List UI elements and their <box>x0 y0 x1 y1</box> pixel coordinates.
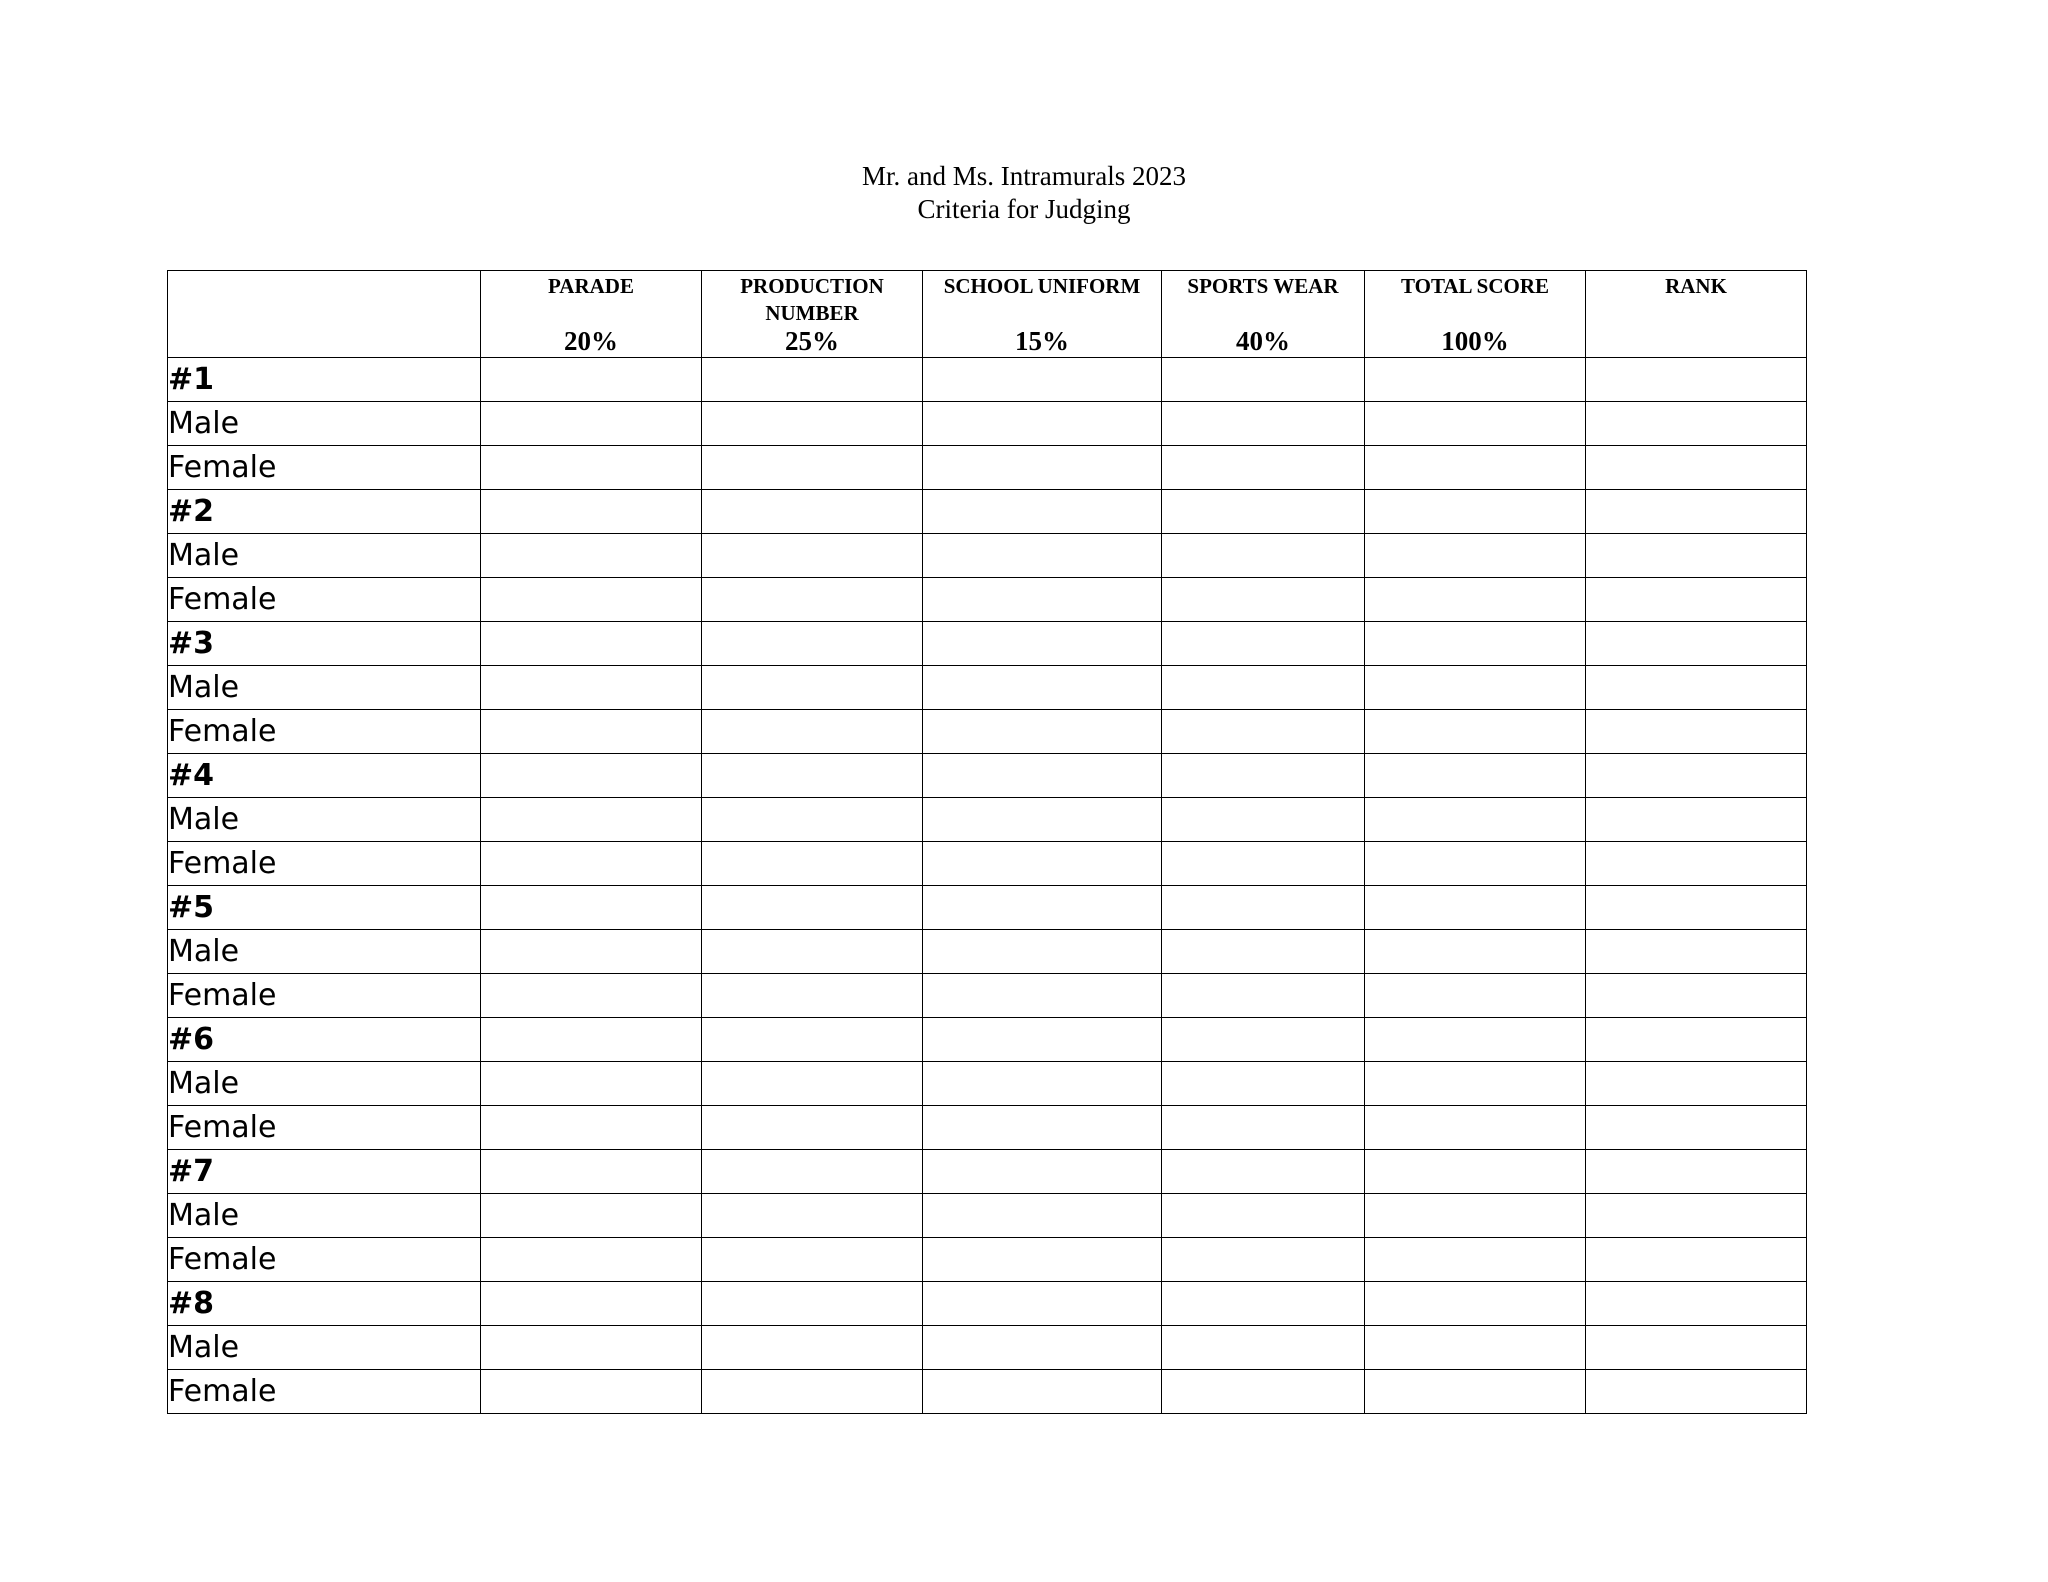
score-cell-total-score[interactable] <box>1365 1370 1586 1414</box>
female-label: Female <box>168 974 481 1018</box>
score-cell-rank[interactable] <box>1586 886 1807 930</box>
score-cell-school-uniform[interactable] <box>923 798 1162 842</box>
score-cell-school-uniform[interactable] <box>923 1150 1162 1194</box>
score-cell-parade[interactable] <box>481 842 702 886</box>
score-cell-sports-wear[interactable] <box>1162 490 1365 534</box>
score-cell-school-uniform[interactable] <box>923 534 1162 578</box>
score-cell-parade[interactable] <box>481 1238 702 1282</box>
score-cell-school-uniform[interactable] <box>923 402 1162 446</box>
header-parade-label: PARADE <box>548 274 634 298</box>
score-cell-sports-wear[interactable] <box>1162 710 1365 754</box>
score-cell-sports-wear[interactable] <box>1162 1106 1365 1150</box>
score-cell-school-uniform[interactable] <box>923 358 1162 402</box>
score-cell-sports-wear[interactable] <box>1162 798 1365 842</box>
score-cell-production-number[interactable] <box>702 974 923 1018</box>
header-production-number-label: PRODUCTION NUMBER <box>740 274 884 325</box>
table-row <box>168 974 1807 1018</box>
score-cell-total-score[interactable] <box>1365 358 1586 402</box>
score-cell-sports-wear[interactable] <box>1162 1062 1365 1106</box>
score-cell-school-uniform[interactable] <box>923 974 1162 1018</box>
header-sports-wear-label: SPORTS WEAR <box>1187 274 1339 298</box>
header-production-number-weight: 25% <box>785 326 839 356</box>
table-row <box>168 886 1807 930</box>
score-cell-production-number[interactable] <box>702 1238 923 1282</box>
score-cell-parade[interactable] <box>481 534 702 578</box>
score-cell-parade[interactable] <box>481 1062 702 1106</box>
score-cell-parade[interactable] <box>481 798 702 842</box>
score-cell-sports-wear[interactable] <box>1162 1370 1365 1414</box>
score-cell-sports-wear[interactable] <box>1162 1238 1365 1282</box>
score-cell-sports-wear[interactable] <box>1162 1150 1365 1194</box>
score-cell-sports-wear[interactable] <box>1162 842 1365 886</box>
table-row <box>168 534 1807 578</box>
score-cell-sports-wear[interactable] <box>1162 446 1365 490</box>
score-cell-sports-wear[interactable] <box>1162 754 1365 798</box>
score-cell-parade[interactable] <box>481 974 702 1018</box>
score-cell-school-uniform[interactable] <box>923 1282 1162 1326</box>
table-row <box>168 622 1807 666</box>
score-cell-total-score[interactable] <box>1365 622 1586 666</box>
score-cell-sports-wear[interactable] <box>1162 974 1365 1018</box>
header-production-number <box>702 271 923 358</box>
contestant-number-label: #8 <box>168 1282 481 1326</box>
score-cell-total-score[interactable] <box>1365 974 1586 1018</box>
score-cell-parade[interactable] <box>481 1282 702 1326</box>
header-sports-wear-weight: 40% <box>1236 326 1290 356</box>
score-cell-production-number[interactable] <box>702 622 923 666</box>
score-cell-parade[interactable] <box>481 358 702 402</box>
male-label: Male <box>168 402 481 446</box>
score-cell-school-uniform[interactable] <box>923 1238 1162 1282</box>
score-cell-parade[interactable] <box>481 1194 702 1238</box>
score-cell-rank[interactable] <box>1586 1018 1807 1062</box>
score-cell-parade[interactable] <box>481 1370 702 1414</box>
table-row <box>168 1062 1807 1106</box>
score-cell-sports-wear[interactable] <box>1162 1282 1365 1326</box>
score-cell-production-number[interactable] <box>702 842 923 886</box>
score-cell-total-score[interactable] <box>1365 1106 1586 1150</box>
table-row <box>168 930 1807 974</box>
score-cell-school-uniform[interactable] <box>923 886 1162 930</box>
score-cell-sports-wear[interactable] <box>1162 666 1365 710</box>
table-row <box>168 1106 1807 1150</box>
score-cell-parade[interactable] <box>481 754 702 798</box>
score-cell-production-number[interactable] <box>702 1282 923 1326</box>
score-cell-rank[interactable] <box>1586 710 1807 754</box>
score-cell-total-score[interactable] <box>1365 534 1586 578</box>
score-cell-production-number[interactable] <box>702 402 923 446</box>
score-cell-production-number[interactable] <box>702 578 923 622</box>
score-cell-school-uniform[interactable] <box>923 754 1162 798</box>
score-cell-total-score[interactable] <box>1365 446 1586 490</box>
score-cell-total-score[interactable] <box>1365 1326 1586 1370</box>
score-cell-production-number[interactable] <box>702 666 923 710</box>
score-cell-production-number[interactable] <box>702 358 923 402</box>
score-cell-rank[interactable] <box>1586 1194 1807 1238</box>
female-label: Female <box>168 710 481 754</box>
score-cell-sports-wear[interactable] <box>1162 578 1365 622</box>
score-cell-rank[interactable] <box>1586 842 1807 886</box>
score-cell-rank[interactable] <box>1586 974 1807 1018</box>
header-parade <box>481 271 702 358</box>
judging-score-table <box>167 270 1807 1414</box>
score-cell-total-score[interactable] <box>1365 886 1586 930</box>
document-title <box>0 160 2048 226</box>
score-cell-rank[interactable] <box>1586 490 1807 534</box>
score-cell-total-score[interactable] <box>1365 578 1586 622</box>
score-cell-production-number[interactable] <box>702 886 923 930</box>
score-cell-production-number[interactable] <box>702 1106 923 1150</box>
score-cell-school-uniform[interactable] <box>923 1018 1162 1062</box>
score-cell-total-score[interactable] <box>1365 490 1586 534</box>
score-cell-rank[interactable] <box>1586 534 1807 578</box>
male-label: Male <box>168 798 481 842</box>
male-label: Male <box>168 666 481 710</box>
score-cell-rank[interactable] <box>1586 402 1807 446</box>
table-row <box>168 666 1807 710</box>
score-cell-sports-wear[interactable] <box>1162 930 1365 974</box>
score-cell-parade[interactable] <box>481 1150 702 1194</box>
score-cell-sports-wear[interactable] <box>1162 886 1365 930</box>
contestant-number-label: #4 <box>168 754 481 798</box>
table-row <box>168 754 1807 798</box>
score-cell-total-score[interactable] <box>1365 798 1586 842</box>
score-cell-sports-wear[interactable] <box>1162 358 1365 402</box>
score-cell-sports-wear[interactable] <box>1162 1194 1365 1238</box>
score-cell-total-score[interactable] <box>1365 754 1586 798</box>
score-cell-rank[interactable] <box>1586 446 1807 490</box>
header-empty-cell <box>168 271 481 358</box>
score-cell-production-number[interactable] <box>702 1018 923 1062</box>
header-school-uniform-weight: 15% <box>1015 326 1069 356</box>
score-cell-rank[interactable] <box>1586 798 1807 842</box>
score-cell-school-uniform[interactable] <box>923 930 1162 974</box>
header-total-score-weight: 100% <box>1441 326 1509 356</box>
score-cell-rank[interactable] <box>1586 1238 1807 1282</box>
score-cell-production-number[interactable] <box>702 798 923 842</box>
score-cell-total-score[interactable] <box>1365 1194 1586 1238</box>
table-row <box>168 710 1807 754</box>
score-cell-rank[interactable] <box>1586 1062 1807 1106</box>
score-cell-parade[interactable] <box>481 490 702 534</box>
score-cell-school-uniform[interactable] <box>923 1062 1162 1106</box>
score-cell-production-number[interactable] <box>702 534 923 578</box>
table-row <box>168 798 1807 842</box>
score-cell-rank[interactable] <box>1586 1150 1807 1194</box>
score-cell-rank[interactable] <box>1586 578 1807 622</box>
score-cell-sports-wear[interactable] <box>1162 534 1365 578</box>
score-cell-sports-wear[interactable] <box>1162 1326 1365 1370</box>
contestant-number-label: #6 <box>168 1018 481 1062</box>
score-cell-production-number[interactable] <box>702 710 923 754</box>
score-cell-rank[interactable] <box>1586 1106 1807 1150</box>
contestant-number-label: #1 <box>168 358 481 402</box>
score-cell-parade[interactable] <box>481 666 702 710</box>
male-label: Male <box>168 534 481 578</box>
criteria-subtitle: Criteria for Judging <box>917 194 1131 224</box>
female-label: Female <box>168 1238 481 1282</box>
score-cell-rank[interactable] <box>1586 622 1807 666</box>
female-label: Female <box>168 842 481 886</box>
score-cell-total-score[interactable] <box>1365 402 1586 446</box>
score-cell-sports-wear[interactable] <box>1162 1018 1365 1062</box>
table-body <box>168 358 1807 1414</box>
score-cell-production-number[interactable] <box>702 1150 923 1194</box>
score-cell-rank[interactable] <box>1586 1326 1807 1370</box>
score-cell-school-uniform[interactable] <box>923 622 1162 666</box>
score-cell-total-score[interactable] <box>1365 1282 1586 1326</box>
score-cell-rank[interactable] <box>1586 1282 1807 1326</box>
table-row <box>168 1018 1807 1062</box>
header-rank <box>1586 271 1807 358</box>
female-label: Female <box>168 446 481 490</box>
score-cell-parade[interactable] <box>481 622 702 666</box>
table-row <box>168 490 1807 534</box>
score-cell-parade[interactable] <box>481 710 702 754</box>
female-label: Female <box>168 578 481 622</box>
score-cell-production-number[interactable] <box>702 1062 923 1106</box>
score-cell-parade[interactable] <box>481 1326 702 1370</box>
score-cell-rank[interactable] <box>1586 666 1807 710</box>
score-cell-school-uniform[interactable] <box>923 666 1162 710</box>
table-row <box>168 1282 1807 1326</box>
score-cell-production-number[interactable] <box>702 754 923 798</box>
score-cell-parade[interactable] <box>481 930 702 974</box>
score-cell-school-uniform[interactable] <box>923 578 1162 622</box>
male-label: Male <box>168 1062 481 1106</box>
header-total-score <box>1365 271 1586 358</box>
score-cell-rank[interactable] <box>1586 1370 1807 1414</box>
table-row <box>168 578 1807 622</box>
score-cell-total-score[interactable] <box>1365 1062 1586 1106</box>
table-row <box>168 1238 1807 1282</box>
score-cell-rank[interactable] <box>1586 930 1807 974</box>
contestant-number-label: #7 <box>168 1150 481 1194</box>
score-cell-rank[interactable] <box>1586 358 1807 402</box>
event-title: Mr. and Ms. Intramurals 2023 <box>862 161 1186 191</box>
table-row <box>168 446 1807 490</box>
male-label: Male <box>168 930 481 974</box>
header-total-score-label: TOTAL SCORE <box>1400 274 1550 298</box>
score-cell-school-uniform[interactable] <box>923 1194 1162 1238</box>
score-cell-school-uniform[interactable] <box>923 490 1162 534</box>
score-cell-school-uniform[interactable] <box>923 842 1162 886</box>
score-cell-total-score[interactable] <box>1365 666 1586 710</box>
header-school-uniform-label: SCHOOL UNIFORM <box>943 274 1141 298</box>
score-cell-school-uniform[interactable] <box>923 446 1162 490</box>
score-cell-production-number[interactable] <box>702 1194 923 1238</box>
score-cell-total-score[interactable] <box>1365 1238 1586 1282</box>
score-cell-school-uniform[interactable] <box>923 1326 1162 1370</box>
male-label: Male <box>168 1326 481 1370</box>
score-cell-production-number[interactable] <box>702 490 923 534</box>
female-label: Female <box>168 1370 481 1414</box>
score-cell-production-number[interactable] <box>702 1370 923 1414</box>
score-cell-total-score[interactable] <box>1365 1018 1586 1062</box>
table-row <box>168 842 1807 886</box>
score-cell-production-number[interactable] <box>702 446 923 490</box>
female-label: Female <box>168 1106 481 1150</box>
score-cell-parade[interactable] <box>481 1106 702 1150</box>
score-cell-parade[interactable] <box>481 578 702 622</box>
score-cell-parade[interactable] <box>481 402 702 446</box>
table-row <box>168 358 1807 402</box>
table-header-row <box>168 271 1807 358</box>
score-cell-sports-wear[interactable] <box>1162 402 1365 446</box>
table-row <box>168 402 1807 446</box>
header-sports-wear <box>1162 271 1365 358</box>
score-cell-rank[interactable] <box>1586 754 1807 798</box>
table-row <box>168 1326 1807 1370</box>
table-row <box>168 1370 1807 1414</box>
score-cell-total-score[interactable] <box>1365 710 1586 754</box>
score-cell-school-uniform[interactable] <box>923 1106 1162 1150</box>
score-cell-school-uniform[interactable] <box>923 710 1162 754</box>
score-cell-production-number[interactable] <box>702 930 923 974</box>
header-school-uniform <box>923 271 1162 358</box>
score-cell-parade[interactable] <box>481 1018 702 1062</box>
score-cell-school-uniform[interactable] <box>923 1370 1162 1414</box>
table-row <box>168 1150 1807 1194</box>
header-parade-weight: 20% <box>564 326 618 356</box>
header-rank-label: RANK <box>1665 274 1727 298</box>
score-cell-production-number[interactable] <box>702 1326 923 1370</box>
contestant-number-label: #5 <box>168 886 481 930</box>
score-cell-total-score[interactable] <box>1365 930 1586 974</box>
contestant-number-label: #3 <box>168 622 481 666</box>
score-cell-parade[interactable] <box>481 886 702 930</box>
score-cell-parade[interactable] <box>481 446 702 490</box>
table-row <box>168 1194 1807 1238</box>
score-cell-total-score[interactable] <box>1365 1150 1586 1194</box>
score-cell-sports-wear[interactable] <box>1162 622 1365 666</box>
contestant-number-label: #2 <box>168 490 481 534</box>
score-cell-total-score[interactable] <box>1365 842 1586 886</box>
male-label: Male <box>168 1194 481 1238</box>
